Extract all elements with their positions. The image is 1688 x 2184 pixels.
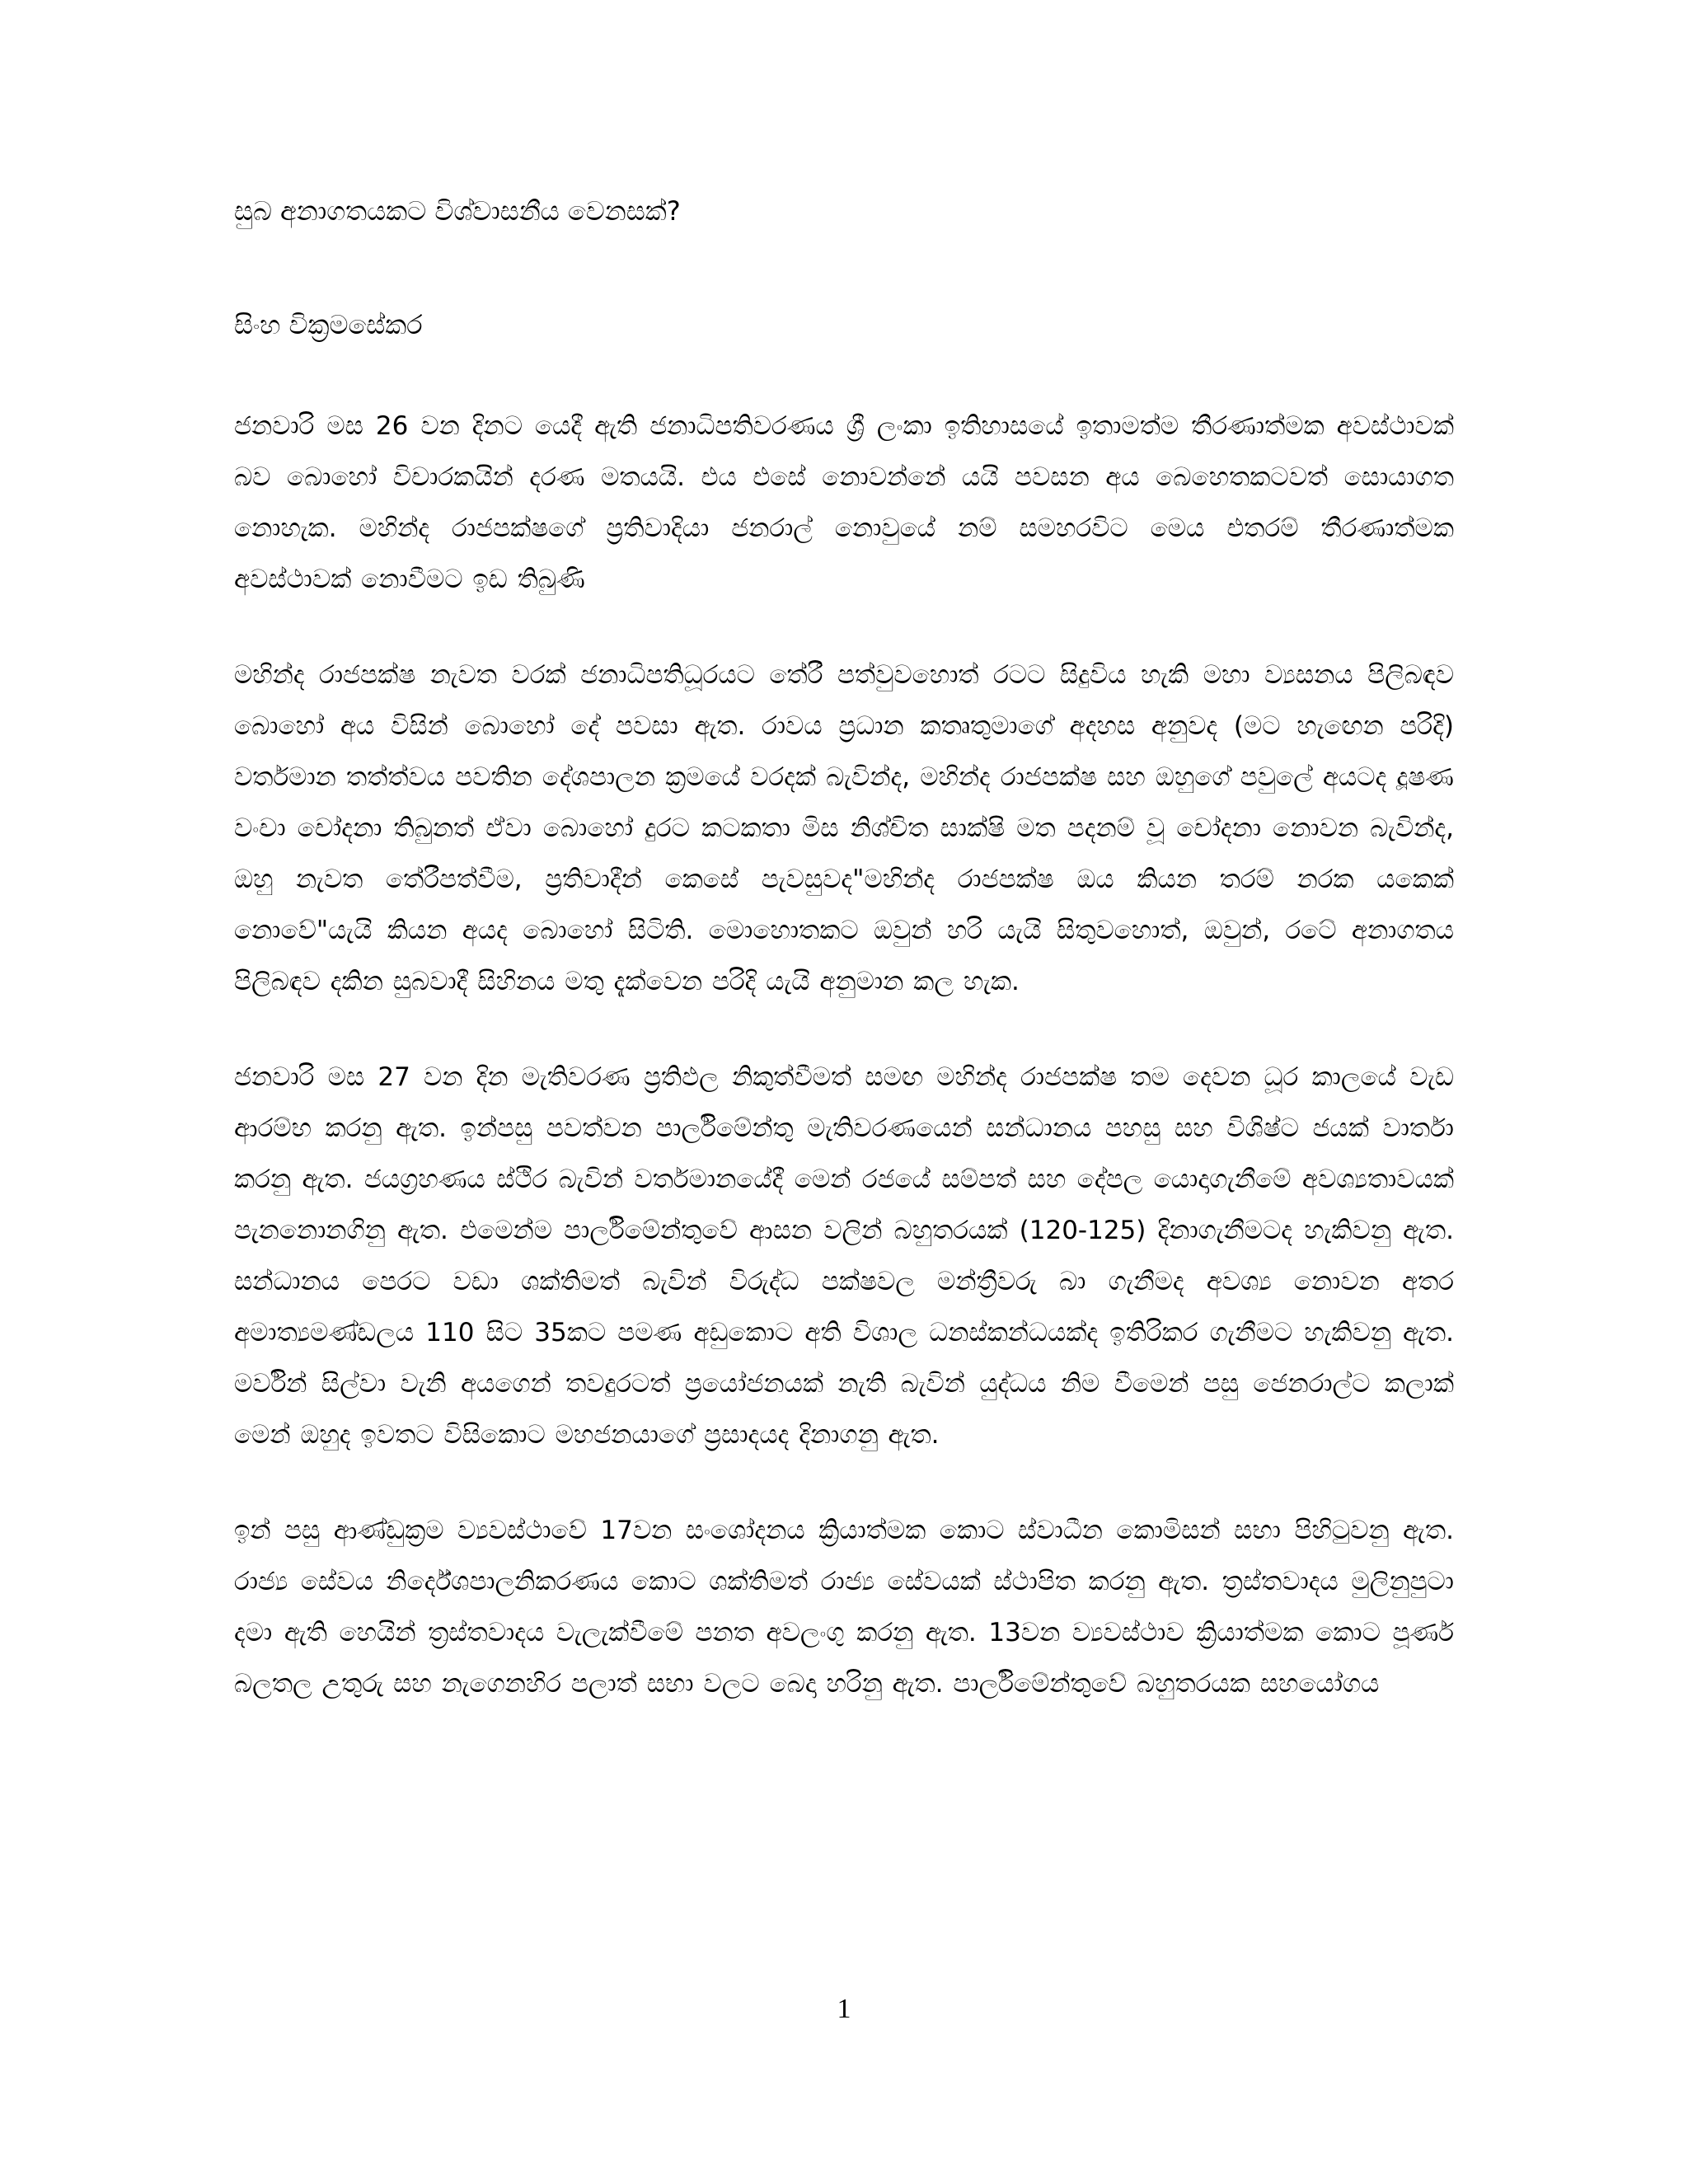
document-title: සුබ අනාගතයකට විශ්වාසනීය වෙනසක්?	[234, 195, 681, 227]
paragraph-1: ජනවාරි මස 26 වන දිනට යෙදී ඇති ජනාධිපතිවරණය ශ්‍රී ලංකා ඉතිහාසයේ ඉතාමත්ම තීරණාත්මක අවස්ථාවක් බව බොහෝ විචාරකයින් දරණ මතයයි. එය එසේ නොවන්නේ යයි පවසන අය බෙහෙතකටවත් සොයාගත නොහැක. මහින්ද රාජපක්ෂගේ ප්‍රතිවාදියා ජනරාල් නොවුයේ නම් සමහරවිට මෙය එතරම් තීරණාත්මක අවස්ථාවක් නොවීමට ඉඩ තිබුණි	[234, 411, 1454, 594]
author-name: සිංහ වික්‍රමසේකර	[234, 309, 423, 340]
document-body	[234, 401, 1454, 1754]
paragraph-3: ජනවාරි මස 27 වන දින මැතිවරණ ප්‍රතිඵල නිකුත්වීමත් සමඟ මහින්ද රාජපක්ෂ තම දෙවන ධූර කාලයේ වැඩ ආරම්භ කරනු ඇත. ඉන්පසු පවත්වන පාර්ලිමේන්තු මැතිවරණයෙන් සන්ධානය පහසු සහ විශිෂ්ට ජයක් වාර්තා කරනු ඇත. ජයග්‍රහණය ස්ථිර බැවින් වර්තමානයේදී මෙන් රජයේ සම්පත් සහ දේපල යොදාගැනීමේ අවශ්‍යතාවයක් පැනනොනගිනු ඇත. එමෙන්ම පාර්ලිමේන්තුවේ ආසන වලින් බහුතරයක් (120-125) දිනාගැනීමටද හැකිවනු ඇත. සන්ධානය පෙරට වඩා ශක්තිමත් බැවින් විරුද්ධ පක්ෂවල මන්ත්‍රීවරු බා ගැනීමද අවශ්‍ය නොවන අතර අමාත්‍යමණ්ඩලය 110 සිට 35කට පමණ අඩුකොට අති විශාල ධනස්කන්ධයක්ද ඉතිරිකර ගැනීමට හැකිවනු ඇත. මර්වින් සිල්වා වැනි අයගෙන් තවදුරටත් ප්‍රයෝජනයක් නැති බැවින් යුද්ධය නිම වීමෙන් පසු ජෙනරාල්ට කලාක් මෙන් ඔහුද ඉවතට විසිකොට මහජනයාගේ ප්‍රසාදයද දිනාගනු ඇත.	[234, 1062, 1454, 1450]
page-number: 1	[837, 1994, 851, 2024]
paragraph-2: මහින්ද රාජපක්ෂ නැවත වරක් ජනාධිපතිධූරයට තේරී පත්වුවහොත් රටට සිදුවිය හැකි මහා ව්‍යසනය පිලිබඳව බොහෝ අය විසින් බොහෝ දේ පවසා ඇත. රාවය ප්‍රධාන කතෘතුමාගේ අදහස අනුවද (මට හැඟෙන පරිදි) වර්තමාන තත්ත්වය පවතින දේශපාලන ක්‍රමයේ වරදක් බැවින්ද, මහින්ද රාජපක්ෂ සහ ඔහුගේ පවුලේ අයටද දූෂණ වංචා චෝදනා තිබුනත් ඒවා බොහෝ දුරට කටකතා මිස නිශ්චිත සාක්ෂි මත පදනම් වූ චෝදනා නොවන බැවින්ද, ඔහු නැවත තේරීපත්වීම, ප්‍රතිවාදීන් කෙසේ පැවසුවද"මහින්ද රාජපක්ෂ ඔය කියන තරම් නරක යකෙක් නොවේ"යැයි කියන අයද බොහෝ සිටිති. මොහොතකට ඔවුන් හරි යැයි සිතුවහොත්, ඔවුන්, රටේ අනාගතය පිලිබඳව දකින සුබවාදී සිහිනය මතු දැක්වෙන පරිදි යැයි අනුමාන කල හැක.	[234, 660, 1454, 996]
paragraph-4: ඉන් පසු ආණ්ඩුක්‍රම ව්‍යවස්ථාවේ 17වන සංශෝදනය ක්‍රියාත්මක කොට ස්වාධීන කොමිසන් සභා පිහිටුවනු ඇත. රාජ්‍ය සේවය නිර්දේශපාලනිකරණය කොට ශක්තිමත් රාජ්‍ය සේවයක් ස්ථාපිත කරනු ඇත. ත්‍රස්තවාදය මුලිනුපුටා දමා ඇති හෙයින් ත්‍රස්තවාදය වැලැක්වීමේ පනත අවලංගු කරනු ඇත. 13වන ව්‍යවස්ථාව ක්‍රියාත්මක කොට පූර්ණ බලතල උතුරු සහ නැගෙනහිර පලාත් සභා වලට බෙදා හරිනු ඇත. පාර්ලිමේන්තුවේ බහුතරයක සහයෝගය	[234, 1516, 1454, 1699]
